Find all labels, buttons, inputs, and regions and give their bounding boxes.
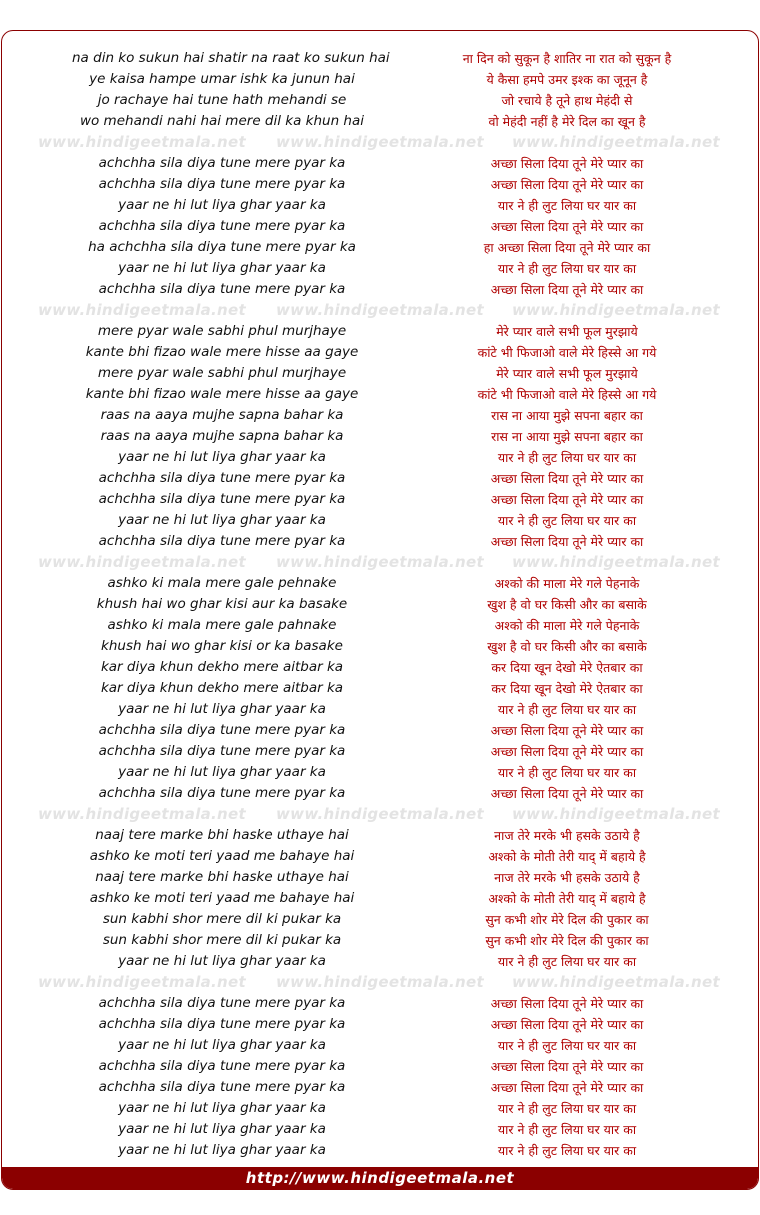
lyric-hindi: अच्छा सिला दिया तूने मेरे प्यार का	[490, 219, 644, 234]
watermark-text: www.hindigeetmala.net	[38, 805, 246, 823]
lyric-line	[2, 615, 758, 636]
lyric-line	[2, 468, 758, 489]
lyric-hindi: अच्छा सिला दिया तूने मेरे प्यार का	[490, 723, 644, 738]
lyric-line	[2, 888, 758, 909]
watermark-text: www.hindigeetmala.net	[512, 133, 720, 151]
watermark-text: www.hindigeetmala.net	[38, 301, 246, 319]
lyric-line	[2, 1035, 758, 1056]
lyric-hindi: यार ने ही लुट लिया घर यार का	[497, 513, 637, 528]
lyric-hindi: कांटे भी फिजाओ वाले मेरे हिस्से आ गये	[477, 345, 657, 360]
lyric-hindi: कर दिया खून देखो मेरे ऐतबार का	[491, 660, 643, 675]
lyric-english: achchha sila diya tune mere pyar ka	[98, 722, 346, 738]
watermark-row	[2, 132, 758, 153]
lyric-hindi: अच्छा सिला दिया तूने मेरे प्यार का	[490, 744, 644, 759]
lyric-line	[2, 678, 758, 699]
watermark-text: www.hindigeetmala.net	[512, 973, 720, 991]
lyric-line	[2, 1077, 758, 1098]
watermark-text: www.hindigeetmala.net	[512, 553, 720, 571]
lyric-line	[2, 699, 758, 720]
lyric-english: yaar ne hi lut liya ghar yaar ka	[118, 953, 326, 969]
lyric-english: achchha sila diya tune mere pyar ka	[98, 785, 346, 801]
lyric-line	[2, 237, 758, 258]
lyric-hindi: रास ना आया मुझे सपना बहार का	[491, 408, 643, 423]
lyric-line	[2, 489, 758, 510]
lyric-english: achchha sila diya tune mere pyar ka	[98, 533, 346, 549]
lyric-english: achchha sila diya tune mere pyar ka	[98, 218, 346, 234]
lyric-english: ashko ke moti teri yaad me bahaye hai	[89, 890, 355, 906]
lyric-line	[2, 405, 758, 426]
watermark-text: www.hindigeetmala.net	[38, 553, 246, 571]
lyric-line	[2, 909, 758, 930]
lyric-line	[2, 48, 758, 69]
watermark-row	[2, 972, 758, 993]
lyric-line	[2, 111, 758, 132]
lyric-english: wo mehandi nahi hai mere dil ka khun hai	[79, 113, 365, 129]
lyric-english: raas na aaya mujhe sapna bahar ka	[100, 428, 344, 444]
lyric-english: yaar ne hi lut liya ghar yaar ka	[118, 701, 326, 717]
lyric-hindi: यार ने ही लुट लिया घर यार का	[497, 198, 637, 213]
lyric-english: khush hai wo ghar kisi or ka basake	[101, 638, 343, 654]
lyric-hindi: रास ना आया मुझे सपना बहार का	[491, 429, 643, 444]
lyric-english: na din ko sukun hai shatir na raat ko sukun hai	[72, 50, 390, 66]
lyric-line	[2, 1014, 758, 1035]
lyric-english: yaar ne hi lut liya ghar yaar ka	[118, 197, 326, 213]
lyric-line	[2, 657, 758, 678]
lyric-hindi: कर दिया खून देखो मेरे ऐतबार का	[491, 681, 643, 696]
lyric-line	[2, 846, 758, 867]
lyric-hindi: यार ने ही लुट लिया घर यार का	[497, 1038, 637, 1053]
lyric-english: ashko ke moti teri yaad me bahaye hai	[89, 848, 355, 864]
lyric-hindi: नाज तेरे मरके भी हसके उठाये है	[494, 870, 640, 885]
lyric-line	[2, 258, 758, 279]
lyric-hindi: मेरे प्यार वाले सभी फूल मुरझाये	[496, 366, 638, 381]
lyric-line	[2, 426, 758, 447]
lyric-english: achchha sila diya tune mere pyar ka	[98, 1058, 346, 1074]
lyric-hindi: अश्को के मोती तेरी याद् में बहाये है	[488, 891, 646, 906]
lyric-line	[2, 867, 758, 888]
lyric-english: achchha sila diya tune mere pyar ka	[98, 281, 346, 297]
lyric-line	[2, 510, 758, 531]
lyric-hindi: यार ने ही लुट लिया घर यार का	[497, 1101, 637, 1116]
lyric-line	[2, 531, 758, 552]
watermark-text: www.hindigeetmala.net	[38, 133, 246, 151]
lyric-hindi: सुन कभी शोर मेरे दिल की पुकार का	[485, 933, 649, 948]
lyric-line	[2, 153, 758, 174]
lyric-hindi: यार ने ही लुट लिया घर यार का	[497, 954, 637, 969]
lyric-line	[2, 363, 758, 384]
lyric-line	[2, 447, 758, 468]
lyric-english: achchha sila diya tune mere pyar ka	[98, 176, 346, 192]
lyric-hindi: हा अच्छा सिला दिया तूने मेरे प्यार का	[483, 240, 651, 255]
lyric-english: sun kabhi shor mere dil ki pukar ka	[102, 911, 342, 927]
lyric-hindi: कांटे भी फिजाओ वाले मेरे हिस्से आ गये	[477, 387, 657, 402]
lyric-line	[2, 1056, 758, 1077]
lyric-hindi: यार ने ही लुट लिया घर यार का	[497, 1143, 637, 1158]
lyric-english: yaar ne hi lut liya ghar yaar ka	[118, 512, 326, 528]
lyric-hindi: अश्को की माला मेरे गले पेहनाके	[494, 618, 640, 633]
lyric-english: yaar ne hi lut liya ghar yaar ka	[118, 1121, 326, 1137]
lyric-english: ashko ki mala mere gale pahnake	[107, 617, 337, 633]
lyric-hindi: अश्को की माला मेरे गले पेहनाके	[494, 576, 640, 591]
lyric-english: jo rachaye hai tune hath mehandi se	[97, 92, 347, 108]
lyric-line	[2, 930, 758, 951]
lyric-english: yaar ne hi lut liya ghar yaar ka	[118, 1100, 326, 1116]
watermark-text: www.hindigeetmala.net	[512, 805, 720, 823]
lyric-english: achchha sila diya tune mere pyar ka	[98, 995, 346, 1011]
watermark-text: www.hindigeetmala.net	[276, 973, 484, 991]
lyric-line	[2, 279, 758, 300]
lyric-hindi: अच्छा सिला दिया तूने मेरे प्यार का	[490, 156, 644, 171]
lyric-hindi: अच्छा सिला दिया तूने मेरे प्यार का	[490, 786, 644, 801]
lyric-line	[2, 573, 758, 594]
watermark-row	[2, 300, 758, 321]
lyric-line	[2, 783, 758, 804]
lyric-hindi: वो मेहंदी नहीं है मेरे दिल का खून है	[488, 114, 646, 129]
lyric-hindi: अच्छा सिला दिया तूने मेरे प्यार का	[490, 534, 644, 549]
lyric-english: yaar ne hi lut liya ghar yaar ka	[118, 1142, 326, 1158]
lyric-hindi: यार ने ही लुट लिया घर यार का	[497, 261, 637, 276]
lyric-line	[2, 1098, 758, 1119]
lyric-hindi: नाज तेरे मरके भी हसके उठाये है	[494, 828, 640, 843]
lyric-english: ha achchha sila diya tune mere pyar ka	[88, 239, 356, 255]
lyric-english: ye kaisa hampe umar ishk ka junun hai	[89, 71, 355, 87]
watermark-text: www.hindigeetmala.net	[276, 133, 484, 151]
lyric-line	[2, 321, 758, 342]
lyric-hindi: अच्छा सिला दिया तूने मेरे प्यार का	[490, 996, 644, 1011]
lyric-english: yaar ne hi lut liya ghar yaar ka	[118, 1037, 326, 1053]
lyric-line	[2, 1140, 758, 1161]
lyric-hindi: अच्छा सिला दिया तूने मेरे प्यार का	[490, 282, 644, 297]
lyric-hindi: अच्छा सिला दिया तूने मेरे प्यार का	[490, 1059, 644, 1074]
lyric-hindi: खुश है वो घर किसी और का बसाके	[487, 597, 647, 612]
watermark-text: www.hindigeetmala.net	[276, 805, 484, 823]
lyric-hindi: मेरे प्यार वाले सभी फूल मुरझाये	[496, 324, 638, 339]
lyric-line	[2, 993, 758, 1014]
lyric-english: yaar ne hi lut liya ghar yaar ka	[118, 764, 326, 780]
lyric-english: achchha sila diya tune mere pyar ka	[98, 491, 346, 507]
watermark-text: www.hindigeetmala.net	[276, 553, 484, 571]
lyric-hindi: यार ने ही लुट लिया घर यार का	[497, 765, 637, 780]
lyric-english: raas na aaya mujhe sapna bahar ka	[100, 407, 344, 423]
lyric-hindi: खुश है वो घर किसी और का बसाके	[487, 639, 647, 654]
lyric-english: ashko ki mala mere gale pehnake	[107, 575, 337, 591]
lyric-english: yaar ne hi lut liya ghar yaar ka	[118, 260, 326, 276]
lyric-line	[2, 69, 758, 90]
lyric-hindi: अश्को के मोती तेरी याद् में बहाये है	[488, 849, 646, 864]
lyric-english: naaj tere marke bhi haske uthaye hai	[95, 869, 349, 885]
lyric-english: yaar ne hi lut liya ghar yaar ka	[118, 449, 326, 465]
lyric-line	[2, 741, 758, 762]
lyric-english: sun kabhi shor mere dil ki pukar ka	[102, 932, 342, 948]
lyric-hindi: ना दिन को सुकून है शातिर ना रात को सुकून है	[462, 51, 672, 66]
lyric-line	[2, 384, 758, 405]
lyric-line	[2, 1119, 758, 1140]
lyric-line	[2, 174, 758, 195]
lyric-hindi: अच्छा सिला दिया तूने मेरे प्यार का	[490, 471, 644, 486]
lyric-english: naaj tere marke bhi haske uthaye hai	[95, 827, 349, 843]
lyric-hindi: सुन कभी शोर मेरे दिल की पुकार का	[485, 912, 649, 927]
lyric-line	[2, 90, 758, 111]
watermark-text: www.hindigeetmala.net	[38, 973, 246, 991]
watermark-text: www.hindigeetmala.net	[512, 301, 720, 319]
lyric-english: achchha sila diya tune mere pyar ka	[98, 743, 346, 759]
lyric-hindi: अच्छा सिला दिया तूने मेरे प्यार का	[490, 492, 644, 507]
lyric-english: kante bhi fizao wale mere hisse aa gaye	[85, 386, 359, 402]
lyric-line	[2, 195, 758, 216]
lyric-line	[2, 216, 758, 237]
lyric-line	[2, 951, 758, 972]
lyric-english: achchha sila diya tune mere pyar ka	[98, 1079, 346, 1095]
watermark-row	[2, 804, 758, 825]
lyric-hindi: जो रचाये है तूने हाथ मेहंदी से	[501, 93, 633, 108]
lyric-hindi: यार ने ही लुट लिया घर यार का	[497, 450, 637, 465]
lyric-line	[2, 594, 758, 615]
lyric-english: kar diya khun dekho mere aitbar ka	[100, 680, 344, 696]
lyric-english: kante bhi fizao wale mere hisse aa gaye	[85, 344, 359, 360]
lyrics-list	[2, 48, 758, 1161]
lyric-english: achchha sila diya tune mere pyar ka	[98, 470, 346, 486]
lyric-english: mere pyar wale sabhi phul murjhaye	[97, 365, 347, 381]
lyric-english: khush hai wo ghar kisi aur ka basake	[96, 596, 348, 612]
watermark-row	[2, 552, 758, 573]
lyric-hindi: अच्छा सिला दिया तूने मेरे प्यार का	[490, 1017, 644, 1032]
lyric-english: mere pyar wale sabhi phul murjhaye	[97, 323, 347, 339]
lyric-hindi: अच्छा सिला दिया तूने मेरे प्यार का	[490, 177, 644, 192]
lyric-hindi: यार ने ही लुट लिया घर यार का	[497, 1122, 637, 1137]
lyric-hindi: अच्छा सिला दिया तूने मेरे प्यार का	[490, 1080, 644, 1095]
lyrics-frame	[1, 30, 759, 1190]
lyric-line	[2, 342, 758, 363]
lyric-english: achchha sila diya tune mere pyar ka	[98, 155, 346, 171]
lyric-hindi: ये कैसा हमपे उमर इश्क का जूनून है	[486, 72, 648, 87]
lyric-hindi: यार ने ही लुट लिया घर यार का	[497, 702, 637, 717]
lyric-line	[2, 636, 758, 657]
watermark-text: www.hindigeetmala.net	[276, 301, 484, 319]
lyric-english: achchha sila diya tune mere pyar ka	[98, 1016, 346, 1032]
footer-url-link[interactable]: http://www.hindigeetmala.net	[2, 1167, 758, 1189]
lyric-english: kar diya khun dekho mere aitbar ka	[100, 659, 344, 675]
lyric-line	[2, 720, 758, 741]
lyric-line	[2, 762, 758, 783]
lyric-line	[2, 825, 758, 846]
